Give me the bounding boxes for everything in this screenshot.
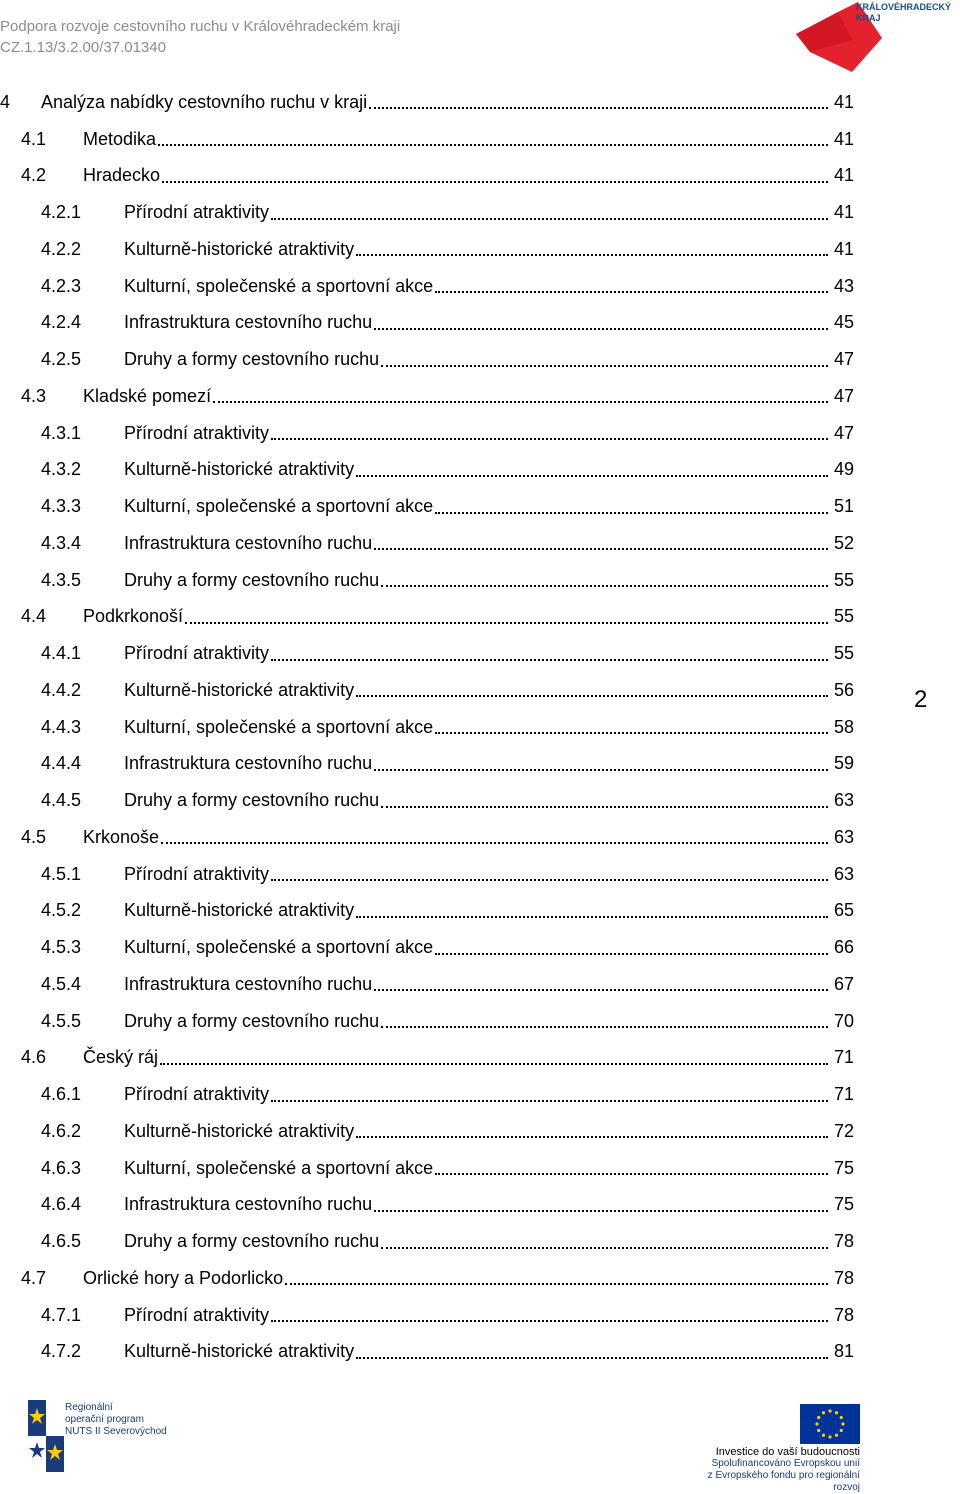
toc-entry-page: 49: [833, 459, 854, 480]
toc-entry-page: 51: [833, 496, 854, 517]
toc-entry-number: 4.3.4: [41, 532, 82, 553]
toc-entry-title: Infrastruktura cestovního ruchu: [124, 532, 373, 553]
toc-entry-number: 4.5.5: [41, 1010, 82, 1031]
toc-entry-title: Analýza nabídky cestovního ruchu v kraji: [41, 91, 368, 112]
toc-entry-number: 4.3.1: [41, 422, 82, 443]
toc-dot-leader: [381, 365, 828, 367]
logo-text-line2: KRAJ: [856, 13, 881, 23]
toc-entry[interactable]: [0, 194, 860, 231]
toc-entry-title: Kulturní, společenské a sportovní akce: [124, 496, 434, 517]
toc-dot-leader: [158, 144, 828, 146]
toc-dot-leader: [435, 291, 828, 293]
toc-dot-leader: [271, 1100, 828, 1102]
toc-entry-title: Český ráj: [83, 1047, 159, 1068]
toc-entry[interactable]: [0, 1150, 860, 1187]
rop-logo: [28, 1400, 178, 1472]
toc-entry-title: Kulturní, společenské a sportovní akce: [124, 716, 434, 737]
toc-entry-page: 52: [833, 532, 854, 553]
toc-entry-title: Přírodní atraktivity: [124, 1304, 270, 1325]
toc-dot-leader: [435, 512, 828, 514]
toc-entry[interactable]: [0, 1003, 860, 1040]
toc-dot-leader: [381, 806, 828, 808]
toc-entry-page: 55: [833, 606, 854, 627]
toc-entry-title: Krkonoše: [83, 826, 160, 847]
toc-entry[interactable]: [0, 158, 860, 195]
toc-entry-title: Druhy a formy cestovního ruchu: [124, 790, 380, 811]
toc-entry-title: Kulturní, společenské a sportovní akce: [124, 275, 434, 296]
toc-entry[interactable]: [0, 84, 860, 121]
toc-dot-leader: [356, 695, 828, 697]
toc-entry[interactable]: [0, 929, 860, 966]
toc-entry[interactable]: [0, 1297, 860, 1334]
toc-entry-title: Hradecko: [83, 165, 161, 186]
toc-entry-title: Přírodní atraktivity: [124, 643, 270, 664]
toc-entry-number: 4.6.1: [41, 1084, 82, 1105]
toc-entry[interactable]: [0, 782, 860, 819]
toc-entry-title: Druhy a formy cestovního ruchu: [124, 1010, 380, 1031]
toc-entry-page: 72: [833, 1120, 854, 1141]
toc-entry[interactable]: [0, 1334, 860, 1371]
logo-text-line1: KRÁLOVÉHRADECKÝ: [856, 2, 952, 12]
toc-entry[interactable]: [0, 562, 860, 599]
toc-dot-leader: [435, 732, 828, 734]
toc-dot-leader: [162, 181, 828, 183]
eu-star-icon: [840, 1429, 843, 1432]
toc-entry-title: Kulturně-historické atraktivity: [124, 679, 355, 700]
header-project-title: Podpora rozvoje cestovního ruchu v Královéhradeckém kraji: [0, 18, 401, 35]
eu-star-icon: [828, 1435, 831, 1438]
toc-dot-leader: [374, 548, 828, 550]
toc-entry-number: 4.2: [21, 165, 47, 186]
toc-entry[interactable]: [0, 268, 860, 305]
toc-entry-title: Kulturně-historické atraktivity: [124, 900, 355, 921]
toc-entry-number: 4.6: [21, 1047, 47, 1068]
toc-entry-page: 78: [833, 1304, 854, 1325]
toc-entry-page: 67: [833, 973, 854, 994]
toc-entry-number: 4.2.2: [41, 238, 82, 259]
toc-entry-number: 4.5.3: [41, 937, 82, 958]
toc-entry-number: 4.3.3: [41, 496, 82, 517]
toc-entry-page: 81: [833, 1341, 854, 1362]
toc-entry-page: 47: [833, 385, 854, 406]
toc-entry-number: 4.2.1: [41, 202, 82, 223]
toc-entry[interactable]: [0, 1187, 860, 1224]
toc-entry[interactable]: [0, 893, 860, 930]
toc-entry[interactable]: [0, 599, 860, 636]
eu-star-icon: [841, 1422, 844, 1425]
eu-star-icon: [815, 1422, 818, 1425]
toc-entry[interactable]: [0, 746, 860, 783]
toc-entry-number: 4.4.4: [41, 753, 82, 774]
toc-entry-number: 4.3: [21, 385, 47, 406]
rop-stars-icon: [28, 1400, 64, 1472]
page-number: 2: [914, 686, 928, 713]
toc-entry-title: Infrastruktura cestovního ruchu: [124, 312, 373, 333]
toc-entry-title: Podkrkonoší: [83, 606, 184, 627]
toc-entry-number: 4.4.1: [41, 643, 82, 664]
toc-dot-leader: [160, 1063, 828, 1065]
toc-entry[interactable]: [0, 488, 860, 525]
toc-entry-title: Orlické hory a Podorlicko: [83, 1267, 284, 1288]
eu-star-icon: [817, 1416, 820, 1419]
toc-entry-page: 63: [833, 826, 854, 847]
eu-fund: z Evropského fondu pro regionální rozvoj: [707, 1470, 860, 1493]
toc-entry-number: 4: [0, 91, 11, 112]
toc-entry-title: Infrastruktura cestovního ruchu: [124, 1194, 373, 1215]
eu-star-icon: [828, 1409, 831, 1412]
toc-dot-leader: [374, 989, 828, 991]
toc-entry-number: 4.2.3: [41, 275, 82, 296]
toc-entry-page: 41: [833, 238, 854, 259]
eu-logo: [686, 1400, 866, 1493]
toc-entry-page: 41: [833, 91, 854, 112]
toc-entry-title: Infrastruktura cestovního ruchu: [124, 753, 373, 774]
toc-dot-leader: [271, 659, 828, 661]
toc-entry[interactable]: [0, 635, 860, 672]
toc-entry-page: 55: [833, 569, 854, 590]
toc-entry[interactable]: [0, 1260, 860, 1297]
toc-entry-title: Přírodní atraktivity: [124, 1084, 270, 1105]
toc-entry-page: 75: [833, 1157, 854, 1178]
toc-entry-number: 4.5.2: [41, 900, 82, 921]
toc-dot-leader: [435, 953, 828, 955]
toc-entry-number: 4.1: [21, 128, 47, 149]
eu-cofinanced: Spolufinancováno Evropskou unií: [711, 1458, 860, 1469]
toc-entry-page: 41: [833, 128, 854, 149]
toc-dot-leader: [271, 1320, 828, 1322]
toc-entry-number: 4.4: [21, 606, 47, 627]
toc-entry[interactable]: [0, 305, 860, 342]
toc-entry[interactable]: [0, 378, 860, 415]
toc-dot-leader: [435, 1173, 828, 1175]
toc-dot-leader: [381, 1026, 828, 1028]
toc-dot-leader: [185, 622, 828, 624]
header-project-code: CZ.1.13/3.2.00/37.01340: [0, 39, 166, 56]
toc-entry-number: 4.5: [21, 826, 47, 847]
toc-dot-leader: [356, 254, 828, 256]
kralovehradecky-kraj-logo: [790, 0, 960, 76]
table-of-contents: [0, 84, 860, 1370]
toc-dot-leader: [356, 1357, 828, 1359]
toc-entry-number: 4.2.4: [41, 312, 82, 333]
toc-entry[interactable]: [0, 415, 860, 452]
toc-entry-page: 63: [833, 790, 854, 811]
toc-entry[interactable]: [0, 452, 860, 489]
toc-dot-leader: [213, 401, 828, 403]
toc-entry-title: Druhy a formy cestovního ruchu: [124, 1231, 380, 1252]
toc-entry-number: 4.2.5: [41, 349, 82, 370]
eu-star-icon: [835, 1434, 838, 1437]
eu-slogan: Investice do vaší budoucnosti: [715, 1446, 860, 1458]
toc-entry-page: 41: [833, 202, 854, 223]
toc-entry-title: Druhy a formy cestovního ruchu: [124, 349, 380, 370]
toc-dot-leader: [374, 769, 828, 771]
eu-star-icon: [840, 1416, 843, 1419]
toc-entry-title: Přírodní atraktivity: [124, 863, 270, 884]
toc-dot-leader: [285, 1283, 828, 1285]
toc-entry-number: 4.5.1: [41, 863, 82, 884]
rop-text: Regionální operační program NUTS II Severovýchod: [65, 1402, 167, 1437]
toc-dot-leader: [381, 1247, 828, 1249]
toc-entry-number: 4.6.4: [41, 1194, 82, 1215]
toc-entry[interactable]: [0, 856, 860, 893]
toc-entry-page: 66: [833, 937, 854, 958]
toc-entry-page: 71: [833, 1084, 854, 1105]
toc-entry-title: Kulturní, společenské a sportovní akce: [124, 937, 434, 958]
toc-entry-title: Kladské pomezí: [83, 385, 212, 406]
toc-dot-leader: [161, 842, 828, 844]
toc-entry-number: 4.3.2: [41, 459, 82, 480]
eu-flag-icon: [800, 1404, 860, 1444]
toc-entry[interactable]: [0, 231, 860, 268]
toc-entry-number: 4.7: [21, 1267, 47, 1288]
toc-dot-leader: [356, 916, 828, 918]
toc-entry-title: Kulturně-historické atraktivity: [124, 459, 355, 480]
eu-star-icon: [817, 1429, 820, 1432]
toc-dot-leader: [271, 218, 828, 220]
toc-entry-number: 4.4.3: [41, 716, 82, 737]
toc-entry[interactable]: [0, 1223, 860, 1260]
toc-dot-leader: [271, 879, 828, 881]
toc-entry-number: 4.6.5: [41, 1231, 82, 1252]
toc-entry-number: 4.4.2: [41, 679, 82, 700]
toc-entry-number: 4.6.3: [41, 1157, 82, 1178]
toc-entry-page: 59: [833, 753, 854, 774]
toc-dot-leader: [356, 1136, 828, 1138]
toc-entry[interactable]: [0, 121, 860, 158]
eu-star-icon: [822, 1434, 825, 1437]
toc-entry-page: 43: [833, 275, 854, 296]
toc-dot-leader: [381, 585, 828, 587]
toc-entry-title: Kulturní, společenské a sportovní akce: [124, 1157, 434, 1178]
toc-entry[interactable]: [0, 1113, 860, 1150]
toc-entry-page: 71: [833, 1047, 854, 1068]
toc-entry-page: 41: [833, 165, 854, 186]
toc-entry-number: 4.5.4: [41, 973, 82, 994]
toc-entry[interactable]: [0, 525, 860, 562]
toc-entry-title: Přírodní atraktivity: [124, 202, 270, 223]
toc-entry-page: 47: [833, 422, 854, 443]
toc-entry-page: 58: [833, 716, 854, 737]
toc-entry-title: Metodika: [83, 128, 157, 149]
toc-dot-leader: [369, 107, 828, 109]
toc-entry-page: 63: [833, 863, 854, 884]
toc-entry[interactable]: [0, 966, 860, 1003]
toc-entry[interactable]: [0, 709, 860, 746]
eu-star-icon: [822, 1411, 825, 1414]
toc-entry[interactable]: [0, 341, 860, 378]
toc-entry-page: 55: [833, 643, 854, 664]
toc-entry[interactable]: [0, 819, 860, 856]
toc-entry-page: 56: [833, 679, 854, 700]
toc-entry-title: Kulturně-historické atraktivity: [124, 1341, 355, 1362]
toc-entry-page: 78: [833, 1267, 854, 1288]
eu-star-icon: [835, 1411, 838, 1414]
toc-dot-leader: [356, 475, 828, 477]
toc-entry-title: Infrastruktura cestovního ruchu: [124, 973, 373, 994]
toc-entry-page: 70: [833, 1010, 854, 1031]
toc-entry-title: Kulturně-historické atraktivity: [124, 1120, 355, 1141]
toc-entry[interactable]: [0, 1040, 860, 1077]
toc-dot-leader: [374, 1210, 828, 1212]
toc-dot-leader: [271, 438, 828, 440]
toc-entry-title: Přírodní atraktivity: [124, 422, 270, 443]
toc-entry[interactable]: [0, 1076, 860, 1113]
toc-entry-number: 4.6.2: [41, 1120, 82, 1141]
toc-entry[interactable]: [0, 672, 860, 709]
toc-entry-page: 78: [833, 1231, 854, 1252]
toc-entry-number: 4.4.5: [41, 790, 82, 811]
toc-entry-title: Druhy a formy cestovního ruchu: [124, 569, 380, 590]
toc-entry-number: 4.7.2: [41, 1341, 82, 1362]
toc-entry-page: 47: [833, 349, 854, 370]
toc-entry-page: 75: [833, 1194, 854, 1215]
toc-entry-number: 4.3.5: [41, 569, 82, 590]
toc-entry-page: 65: [833, 900, 854, 921]
toc-dot-leader: [374, 328, 828, 330]
toc-entry-title: Kulturně-historické atraktivity: [124, 238, 355, 259]
toc-entry-number: 4.7.1: [41, 1304, 82, 1325]
toc-entry-page: 45: [833, 312, 854, 333]
